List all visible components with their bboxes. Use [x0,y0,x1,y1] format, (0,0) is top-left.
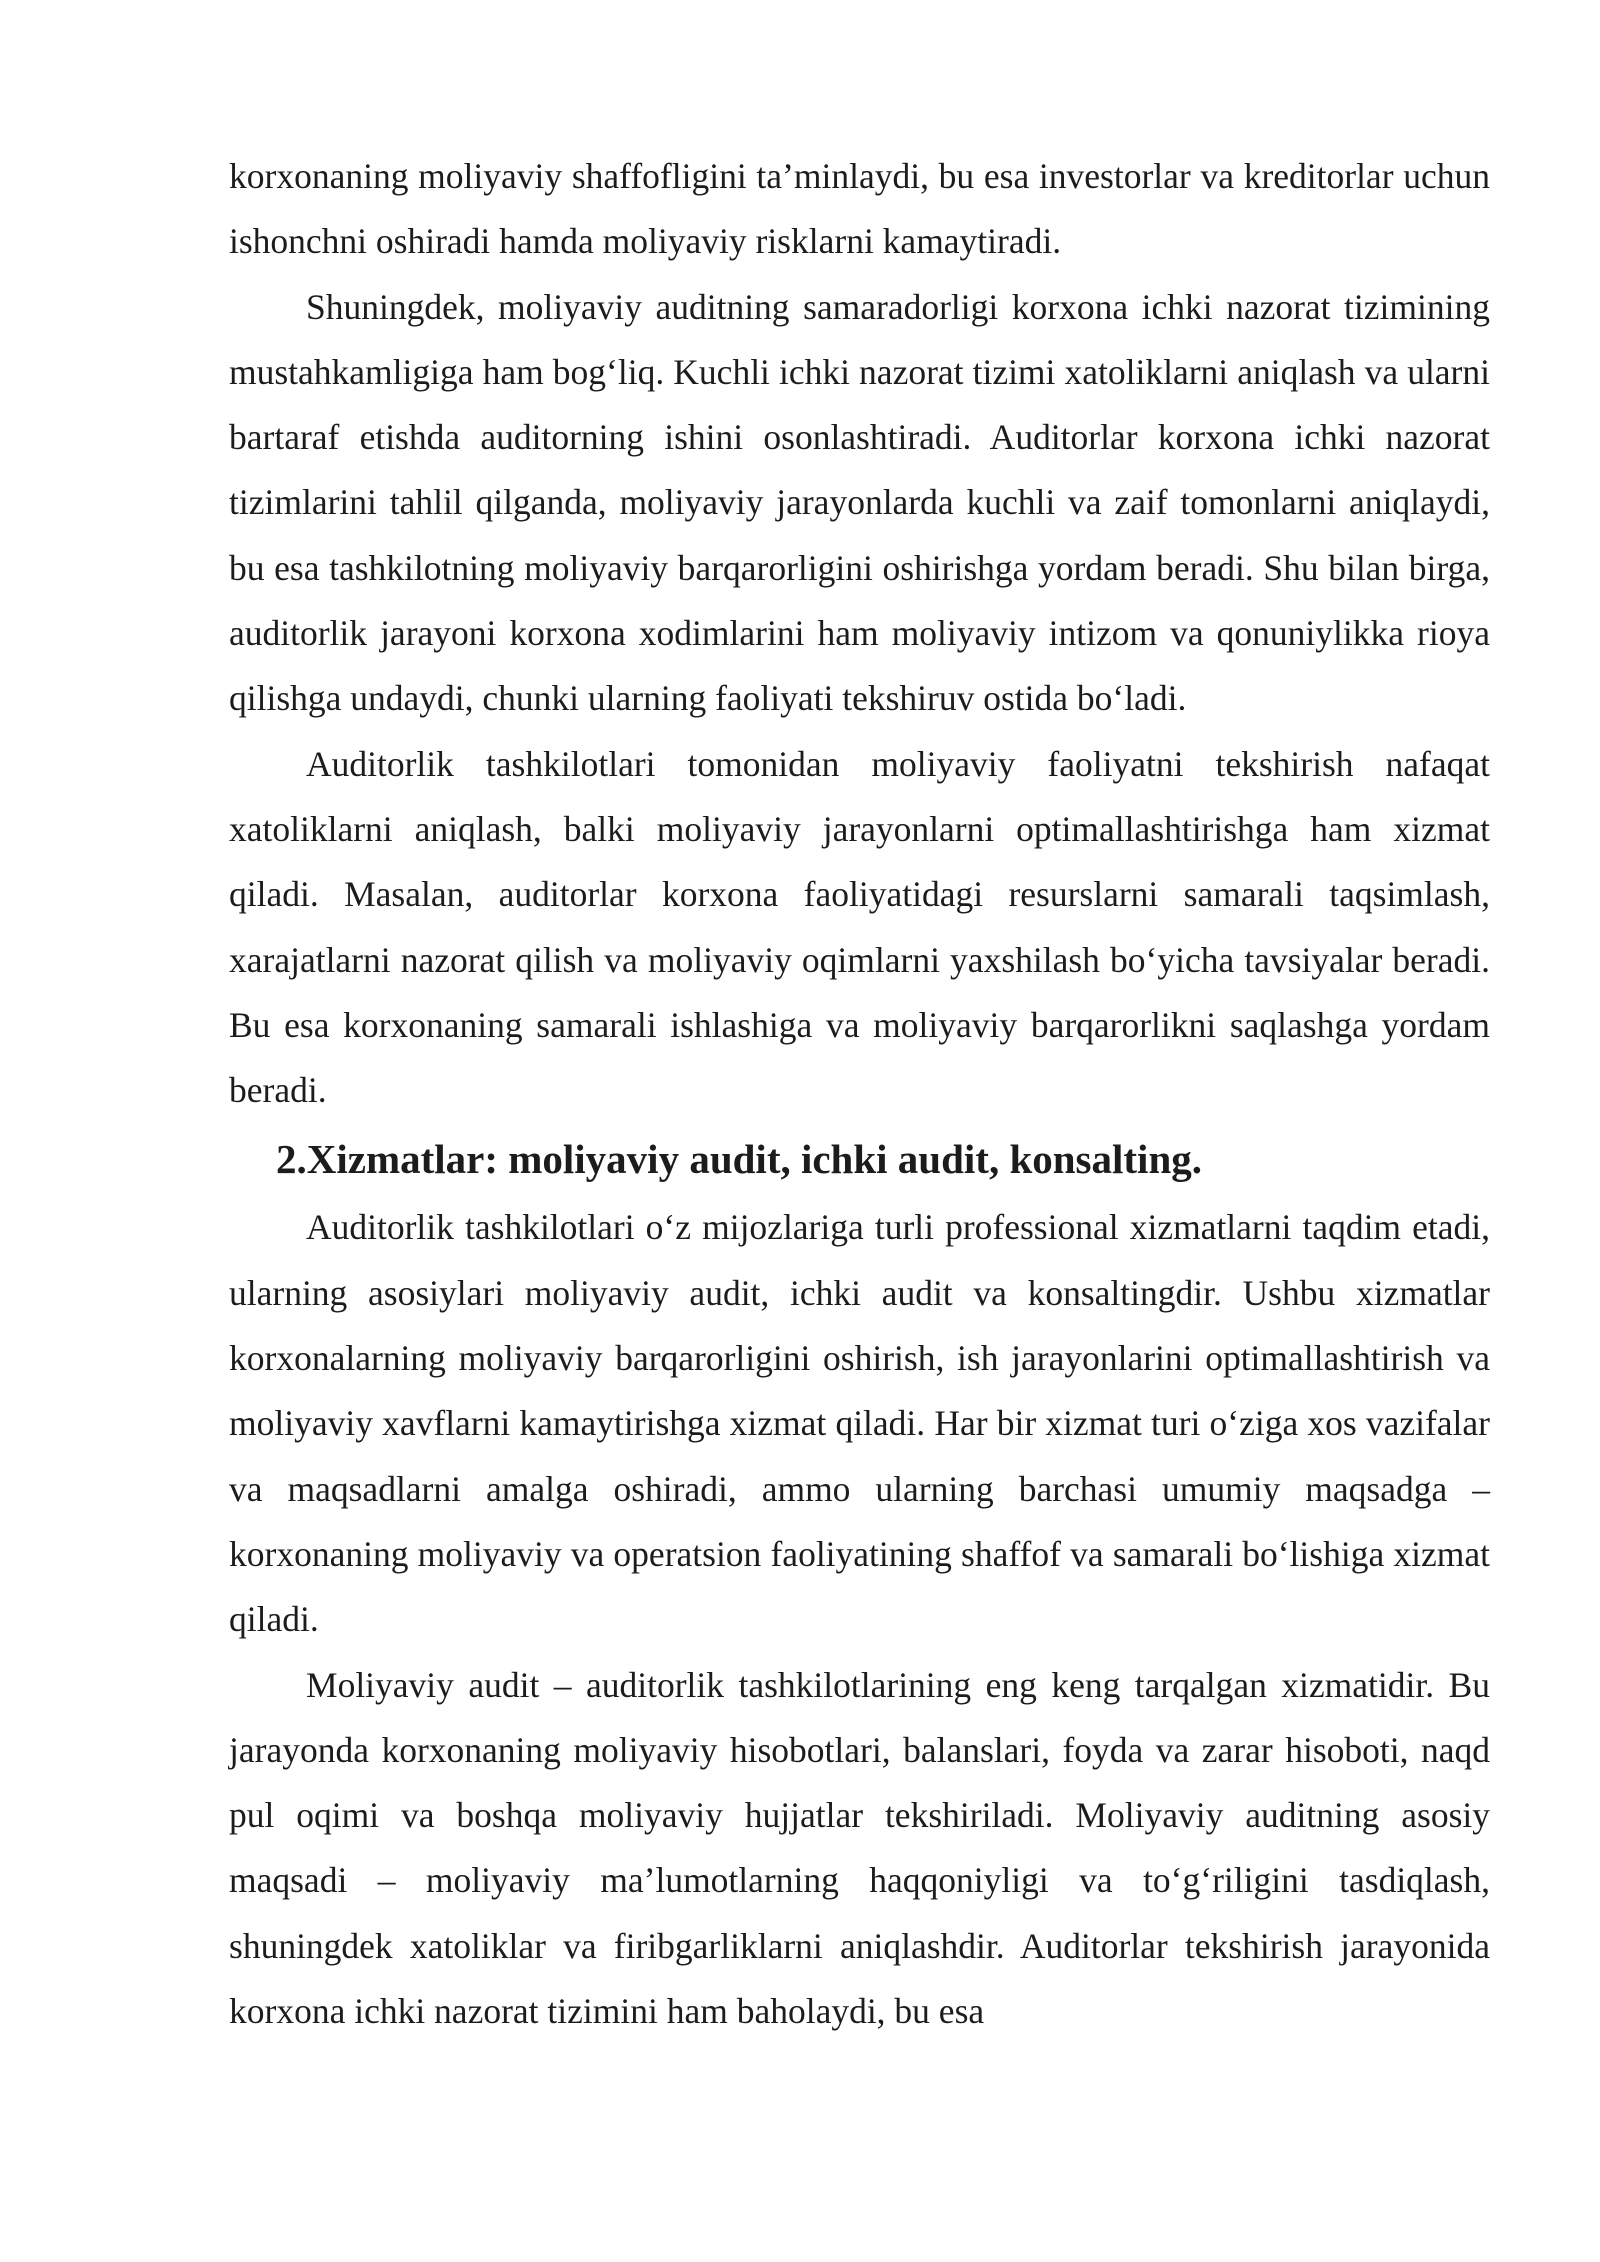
paragraph-services-overview: Auditorlik tashkilotlari o‘z mijozlariga turli professional xizmatlarni taqdim etadi, ularning asosiylari moliyaviy audit, ichki audit va konsaltingdir. Ushbu xizmatlar korxonalarning moliyaviy barqarorligini oshirish, ish jarayonlarini optimallashtirish va moliyaviy xavflarni kamaytirishga xizmat qiladi. Har bir xizmat turi o‘ziga xos vazifalar va maqsadlarni amalga oshiradi, ammo ularning barchasi umumiy maqsadga – korxonaning moliyaviy va operatsion faoliyatining shaffof va samarali bo‘lishiga xizmat qiladi. [229,1207,1490,1640]
paragraph-audit-optimization: Auditorlik tashkilotlari tomonidan moliyaviy faoliyatni tekshirish nafaqat xatoliklarni aniqlash, balki moliyaviy jarayonlarni optimallashtirishga ham xizmat qiladi. Masalan, auditorlar korxona faoliyatidagi resurslarni samarali taqsimlash, xarajatlarni nazorat qilish va moliyaviy oqimlarni yaxshilash bo‘yicha tavsiyalar beradi. Bu esa korxonaning samarali ishlashiga va moliyaviy barqarorlikni saqlashga yordam beradi. [229,743,1490,1111]
paragraph-financial-audit: Moliyaviy audit – auditorlik tashkilotlarining eng keng tarqalgan xizmatidir. Bu jarayonda korxonaning moliyaviy hisobotlari, balanslari, foyda va zarar hisoboti, naqd pul oqimi va boshqa moliyaviy hujjatlar tekshiriladi. Moliyaviy auditning asosiy maqsadi – moliyaviy ma’lumotlarning haqqoniyligi va to‘g‘riligini tasdiqlash, shuningdek xatoliklar va firibgarliklarni aniqlashdir. Auditorlar tekshirish jarayonida korxona ichki nazorat tizimini ham baholaydi, bu esa [229,1664,1490,2032]
section-heading: 2.Xizmatlar: moliyaviy audit, ichki audit, konsalting. [276,1136,1203,1183]
paragraph-internal-control: Shuningdek, moliyaviy auditning samaradorligi korxona ichki nazorat tizimining mustahkamligiga ham bog‘liq. Kuchli ichki nazorat tizimi xatoliklarni aniqlash va ularni bartaraf etishda auditorning ishini osonlashtiradi. Auditorlar korxona ichki nazorat tizimlarini tahlil qilganda, moliyaviy jarayonlarda kuchli va zaif tomonlarni aniqlaydi, bu esa tashkilotning moliyaviy barqarorligini oshirishga yordam beradi. Shu bilan birga, auditorlik jarayoni korxona xodimlarini ham moliyaviy intizom va qonuniylikka rioya qilishga undaydi, chunki ularning faoliyati tekshiruv ostida bo‘ladi. [229,286,1490,719]
document-page [229,144,1490,2044]
paragraph-continuation: korxonaning moliyaviy shaffofligini ta’minlaydi, bu esa investorlar va kreditorlar uchun ishonchni oshiradi hamda moliyaviy risklarni kamaytiradi. [229,156,1490,262]
